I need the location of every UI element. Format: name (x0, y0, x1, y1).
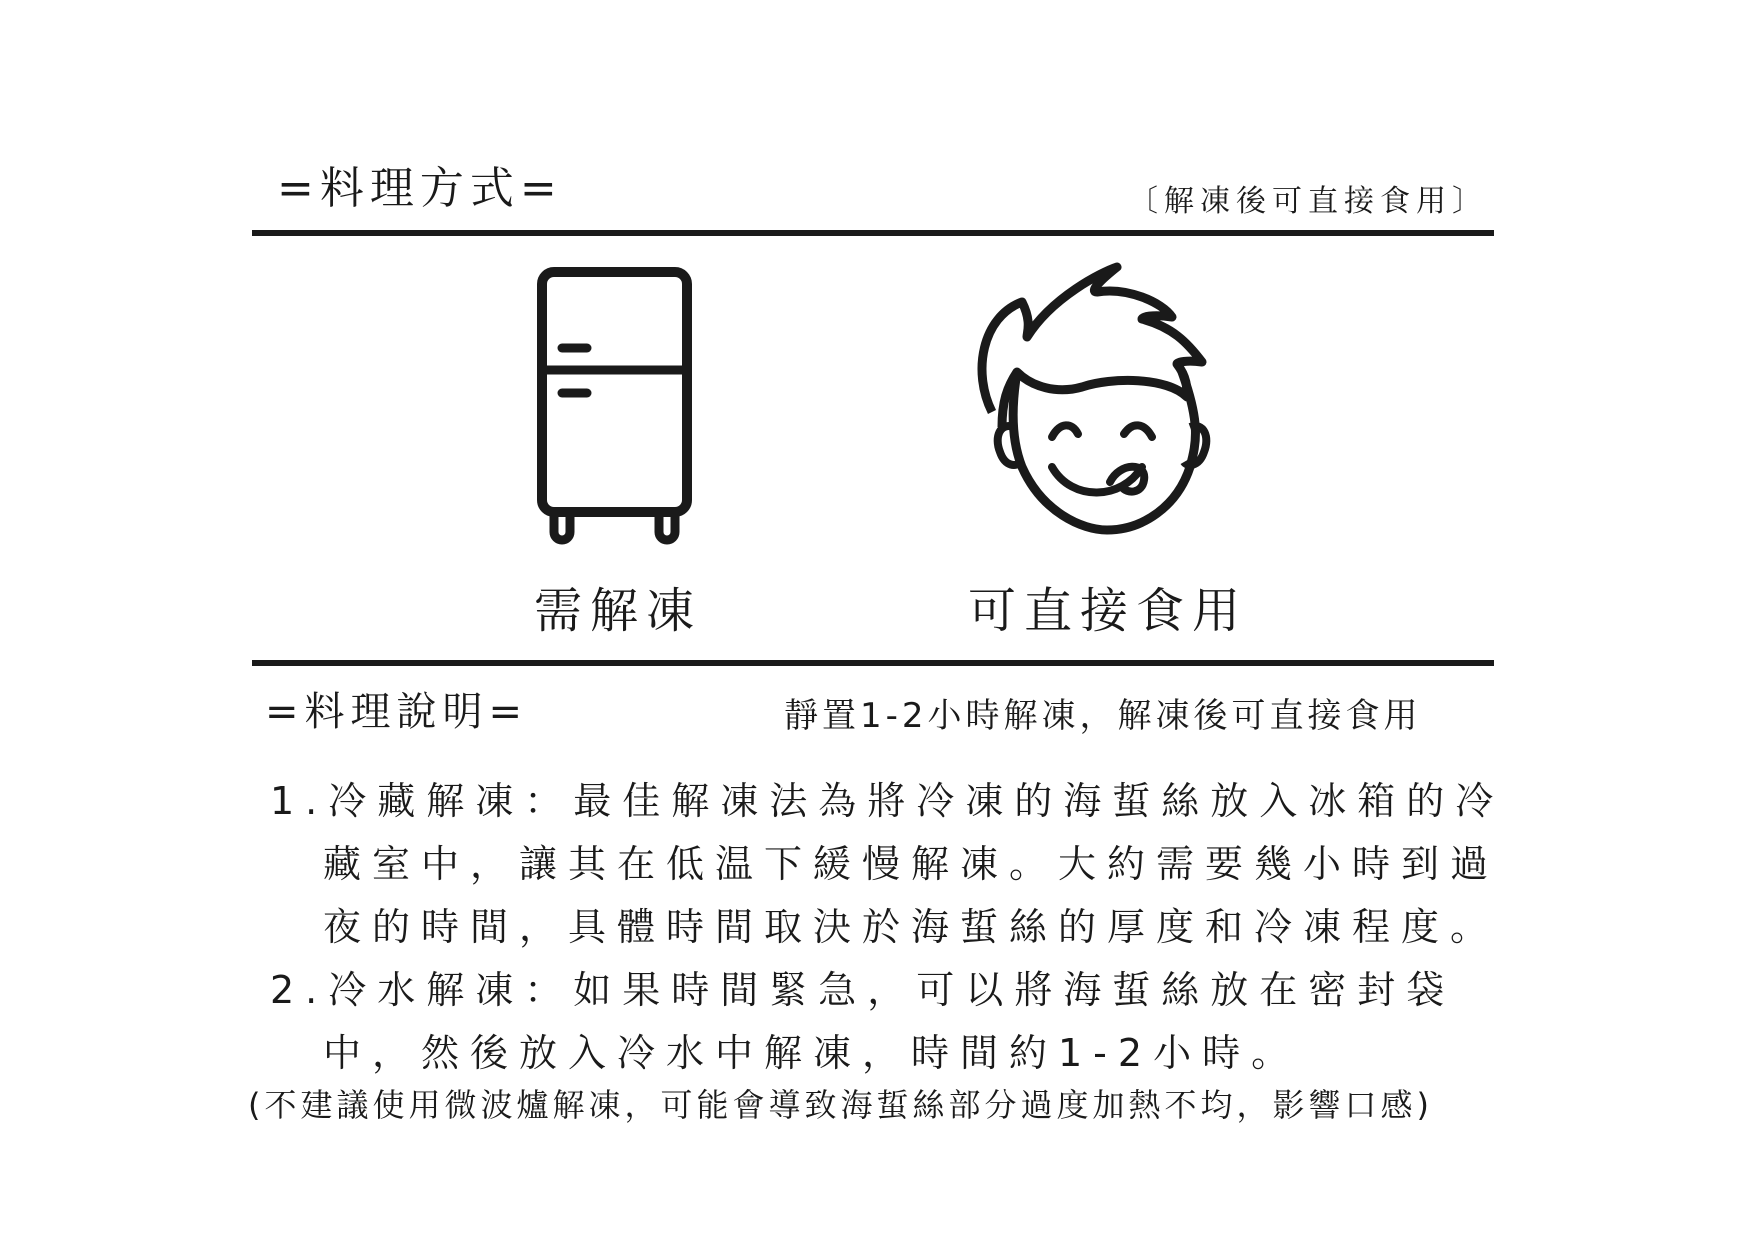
section-title-cooking-method: =料理方式= (277, 163, 563, 214)
instruction-line: 夜的時間，具體時間取決於海蜇絲的厚度和冷凍程度。 (323, 905, 1500, 949)
face-icon (972, 262, 1232, 542)
divider-bottom (252, 660, 1494, 666)
instruction-line: 藏室中，讓其在低温下緩慢解凍。大約需要幾小時到過 (323, 842, 1500, 886)
instruction-line: 中，然後放入冷水中解凍，時間約1-2小時。 (323, 1031, 1301, 1075)
microwave-warning: (不建議使用微波爐解凍，可能會導致海蜇絲部分過度加熱不均，影響口感) (248, 1086, 1433, 1124)
thawing-summary: 靜置1-2小時解凍，解凍後可直接食用 (784, 696, 1422, 736)
label-ready-to-eat: 可直接食用 (968, 583, 1249, 639)
instruction-line: 1.冷藏解凍：最佳解凍法為將冷凍的海蜇絲放入冰箱的冷 (270, 779, 1505, 823)
divider-top (252, 230, 1494, 236)
label-needs-thawing: 需解凍 (534, 583, 703, 639)
section-title-instructions: =料理說明= (265, 689, 529, 735)
instruction-line: 2.冷水解凍：如果時間緊急，可以將海蜇絲放在密封袋 (270, 968, 1456, 1012)
serving-note: 〔解凍後可直接食用〕 (1128, 184, 1488, 219)
refrigerator-icon (532, 262, 712, 552)
